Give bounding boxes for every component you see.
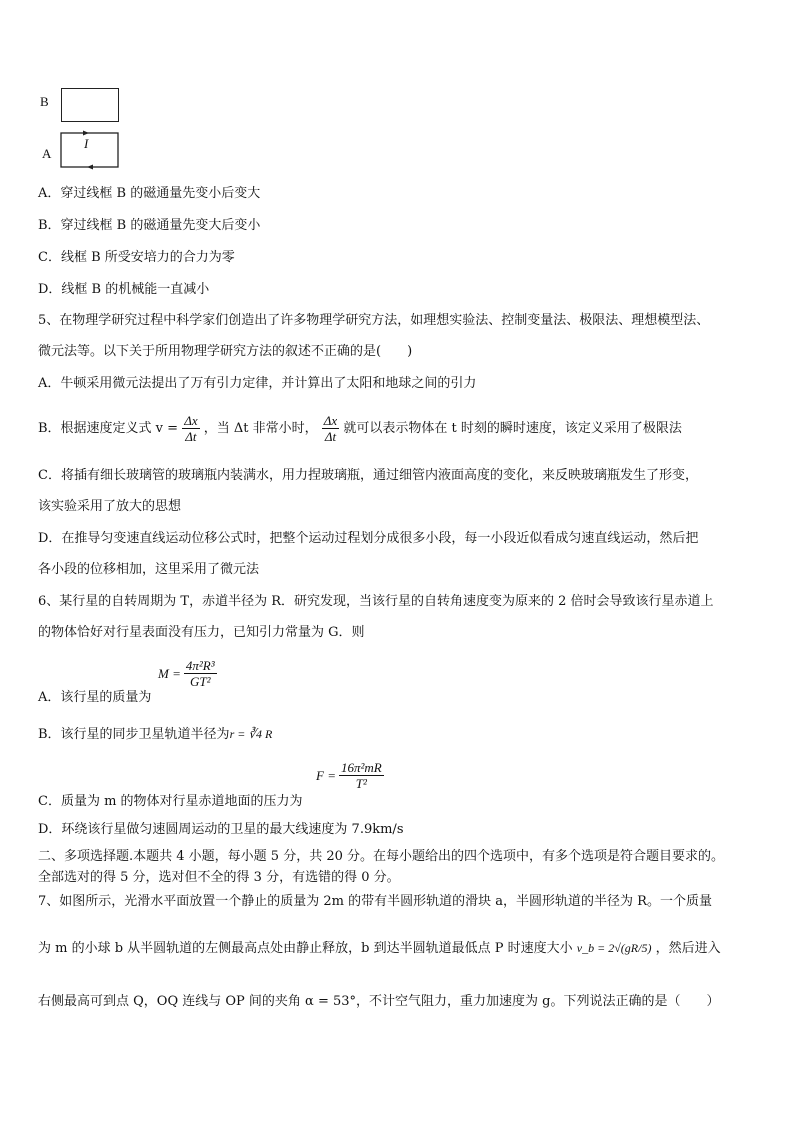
q6-option-d: D．环绕该行星做匀速圆周运动的卫星的最大线速度为 7.9km/s — [38, 822, 404, 837]
q6-stem-1: 6、某行星的自转周期为 T，赤道半径为 R．研究发现，当该行星的自转角速度变为原来的 2 倍时会导致该行星赤道上 — [38, 594, 714, 609]
q6-option-b — [38, 724, 272, 745]
label-b: B — [40, 94, 49, 109]
q5-option-b-mid: ，当 Δt 非常小时， — [203, 421, 318, 436]
q7-line-2 — [38, 938, 721, 959]
q6-stem-2: 的物体恰好对行星表面没有压力，已知引力常量为 G．则 — [38, 625, 365, 640]
fraction-numerator: Δx — [323, 413, 338, 428]
q5-option-d-2: 各小段的位移相加，这里采用了微元法 — [38, 562, 260, 577]
q5-option-b — [38, 412, 682, 446]
q5-option-d-1: D．在推导匀变速直线运动位移公式时，把整个运动过程划分成很多小段，每一小段近似看成匀速直线运动，然后把 — [38, 531, 699, 546]
q6-option-c: C．质量为 m 的物体对行星赤道地面的压力为 — [38, 794, 303, 809]
fraction-denominator: Δt — [185, 429, 197, 444]
q4-option-b: B．穿过线框 B 的磁通量先变大后变小 — [38, 218, 261, 233]
mass-formula — [158, 658, 217, 689]
q5-option-b-pre: B．根据速度定义式 v = — [38, 421, 179, 436]
section2-line-1: 二、多项选择题.本题共 4 小题，每小题 5 分，共 20 分。在每小题给出的四个选项中，有多个选项是符合题目要求的。 — [38, 849, 725, 864]
mass-formula-numerator: 4π²R³ — [185, 658, 215, 673]
current-label: I — [84, 136, 89, 151]
fraction-numerator: Δx — [184, 413, 198, 428]
q7-line-2-post: ，然后进入 — [655, 941, 721, 956]
current-arrow-bottom — [87, 165, 93, 170]
q7-line-1: 7、如图所示，光滑水平面放置一个静止的质量为 2m 的带有半圆形轨道的滑块 a，半圆形轨道的半径为 R。一个质量 — [38, 894, 712, 909]
q5-option-c-2: 该实验采用了放大的思想 — [38, 499, 182, 514]
frame-b — [61, 88, 119, 122]
q5-option-b-post: 就可以表示物体在 t 时刻的瞬时速度，该定义采用了极限法 — [343, 421, 682, 436]
q4-option-c: C．线框 B 所受安培力的合力为零 — [38, 250, 235, 265]
pressure-formula-numerator: 16π²mR — [340, 760, 382, 775]
q4-option-a: A．穿过线框 B 的磁通量先变小后变大 — [38, 186, 261, 201]
mass-formula-lhs: M = — [158, 665, 181, 681]
section2-line-2: 全部选对的得 5 分，选对但不全的得 3 分，有选错的得 0 分。 — [38, 870, 400, 885]
q7-line-3: 右侧最高可到点 Q，OQ 连线与 OP 间的夹角 α = 53°，不计空气阻力，重力加速度为 g。下列说法正确的是（ ） — [38, 994, 720, 1009]
pressure-formula-denominator: T² — [355, 776, 367, 791]
mass-formula-denominator: GT² — [189, 674, 211, 689]
q6-option-a: A．该行星的质量为 — [38, 690, 152, 705]
q6-option-b-text: B．该行星的同步卫星轨道半径为 — [38, 727, 230, 742]
current-arrow-top — [83, 131, 89, 136]
velocity-fraction — [182, 413, 199, 444]
q5-option-c-1: C．将插有细长玻璃管的玻璃瓶内装满水，用力捏玻璃瓶，通过细管内液面高度的变化，来反映玻璃瓶发生了形变， — [38, 468, 698, 483]
label-a: A — [42, 146, 52, 161]
velocity-fraction-2 — [322, 413, 339, 444]
q5-stem-2: 微元法等。以下关于所用物理学研究方法的叙述不正确的是( ) — [38, 344, 413, 359]
pressure-formula — [316, 760, 384, 791]
velocity-formula: v_b = 2√(gR/5) — [576, 941, 652, 955]
frame-a — [59, 130, 123, 170]
q5-stem-1: 5、在物理学研究过程中科学家们创造出了许多物理学研究方法，如理想实验法、控制变量法、极限法、理想模型法、 — [38, 313, 710, 328]
orbit-radius-formula: r = ∛4 R — [229, 727, 273, 741]
q5-option-a: A．牛顿采用微元法提出了万有引力定律，并计算出了太阳和地球之间的引力 — [38, 376, 477, 391]
fraction-denominator: Δt — [324, 429, 337, 444]
pressure-formula-lhs: F = — [316, 767, 336, 783]
q4-option-d: D．线框 B 的机械能一直减小 — [38, 282, 210, 297]
q7-line-2-pre: 为 m 的小球 b 从半圆轨道的左侧最高点处由静止释放，b 到达半圆轨道最低点 P 时速度大小 — [38, 941, 573, 956]
